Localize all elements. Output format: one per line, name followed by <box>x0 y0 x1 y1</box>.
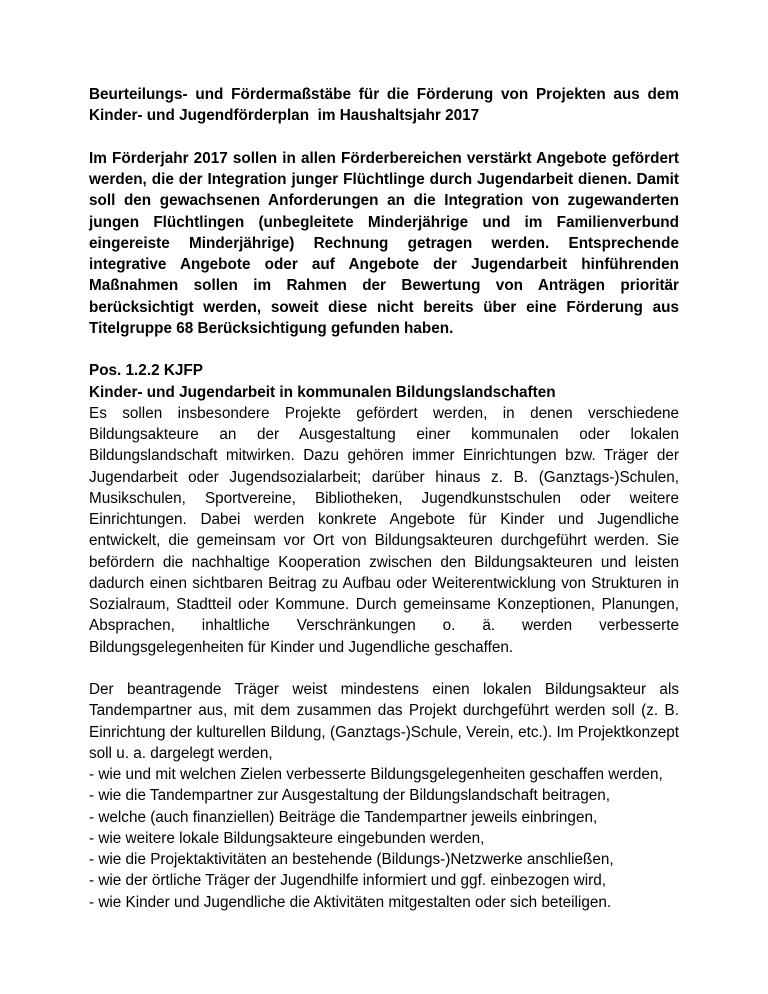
list-item: - wie die Projektaktivitäten an bestehende (Bildungs-)Netzwerke anschließen, <box>89 851 614 868</box>
list-item: - welche (auch finanziellen) Beiträge die Tandempartner jeweils einbringen, <box>89 808 598 826</box>
section-block <box>89 360 679 658</box>
document-title: Beurteilungs- und Fördermaßstäbe für die Förderung von Projekten aus dem Kinder- und Jugendförderplan im Haushaltsjahr 2017 <box>89 86 684 125</box>
list-item: - wie weitere lokale Bildungsakteure eingebunden werden, <box>89 829 485 847</box>
page-content <box>89 84 684 913</box>
list-item: - wie der örtliche Träger der Jugendhilfe informiert und ggf. einbezogen wird, <box>89 872 606 890</box>
list-item: - wie Kinder und Jugendliche die Aktivitäten mitgestalten oder sich beteiligen. <box>89 893 612 911</box>
section-heading: Kinder- und Jugendarbeit in kommunalen Bildungslandschaften <box>89 383 556 401</box>
section-paragraph-2: Der beantragende Träger weist mindestens einen lokalen Bildungsakteur als Tandempartner aus, mit dem zusammen das Projekt durchgeführt werden soll (z. B. Einrichtung der kulturellen Bildung, (Ganztags-)Schule, Verein, etc.). Im Projektkonzept soll u. a. dargelegt werden, <box>89 681 679 762</box>
requirements-list <box>89 764 679 913</box>
list-item: - wie die Tandempartner zur Ausgestaltung der Bildungslandschaft beitragen, <box>89 787 610 805</box>
section-paragraph-1: Es sollen insbesondere Projekte gefördert werden, in denen verschiedene Bildungsakteure an der Ausgestaltung einer kommunalen oder lokalen Bildungslandschaft mitwirken. Dazu gehören immer Einrichtungen bzw. Träger der Jugendarbeit oder Jugendsozialarbeit; darüber hinaus z. B. (Ganztags-)Schulen, Musikschulen, Sportvereine, Bibliotheken, Jugendkunstschulen oder weitere Einrichtungen. Dabei werden konkrete Angebote für Kinder und Jugendliche entwickelt, die gemeinsam vor Ort von Bildungsakteuren durchgeführt werden. Sie befördern die nachhaltige Kooperation zwischen den Bildungsakteuren und leisten dadurch einen sichtbaren Beitrag zu Aufbau oder Weiterentwicklung von Strukturen in Sozialraum, Stadtteil oder Kommune. Durch gemeinsame Konzeptionen, Planungen, Absprachen, inhaltliche Verschränkungen o. ä. werden verbesserte Bildungsgelegenheiten für Kinder und Jugendliche geschaffen. <box>89 404 679 656</box>
intro-paragraph: Im Förderjahr 2017 sollen in allen Förderbereichen verstärkt Angebote gefördert werden, die der Integration junger Flüchtlinge durch Jugendarbeit dienen. Damit soll den gewachsenen Anforderungen an die Integration von zugewanderten jungen Flüchtlingen (unbegleitete Minderjährige und im Familienverbund eingereiste Minderjährige) Rechnung getragen werden. Entsprechende integrative Angebote oder auf Angebote der Jugendarbeit hinführenden Maßnahmen sollen im Rahmen der Bewertung von Anträgen prioritär berücksichtigt werden, soweit diese nicht bereits über eine Förderung aus Titelgruppe 68 Berücksichtigung gefunden haben. <box>89 149 679 337</box>
section-position-label: Pos. 1.2.2 KJFP <box>89 362 203 380</box>
list-item: - wie und mit welchen Zielen verbesserte Bildungsgelegenheiten geschaffen werden, <box>89 766 663 783</box>
